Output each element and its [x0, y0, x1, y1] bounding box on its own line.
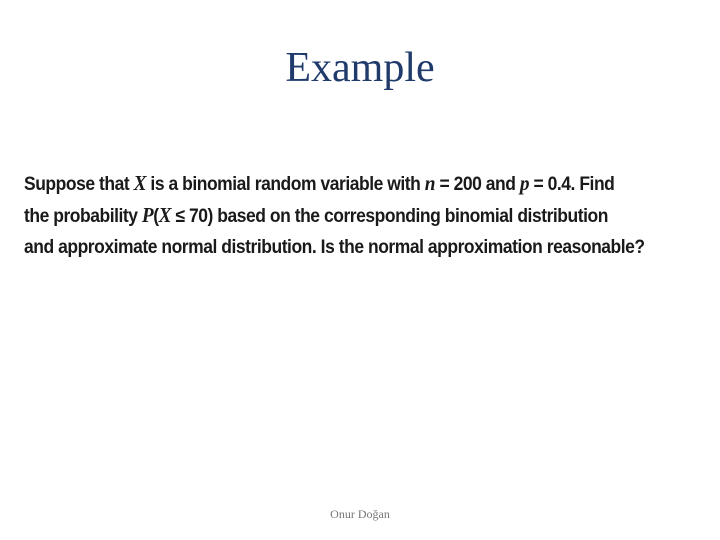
problem-line-3: and approximate normal distribution. Is the normal approximation reasonable? [24, 237, 645, 258]
text-run: Suppose that [24, 174, 134, 195]
text-run: ( [153, 206, 159, 227]
problem-statement [24, 168, 650, 263]
variable-x: X [158, 203, 172, 227]
variable-p: p [519, 171, 530, 195]
slide-title: Example [285, 45, 435, 91]
variable-p-prob: P [141, 203, 154, 227]
variable-x: X [133, 171, 147, 195]
problem-line-1 [24, 168, 650, 200]
text-run: is a binomial random variable with [146, 174, 425, 195]
text-run: the probability [24, 206, 142, 227]
text-run: = 200 and [435, 174, 520, 195]
problem-line-2 [24, 200, 650, 232]
footer-author: Onur Doğan [330, 507, 390, 521]
text-run: ≤ 70) based on the corresponding binomial distribution [171, 206, 608, 227]
variable-n: n [424, 171, 436, 195]
text-run: = 0.4. Find [529, 174, 615, 195]
